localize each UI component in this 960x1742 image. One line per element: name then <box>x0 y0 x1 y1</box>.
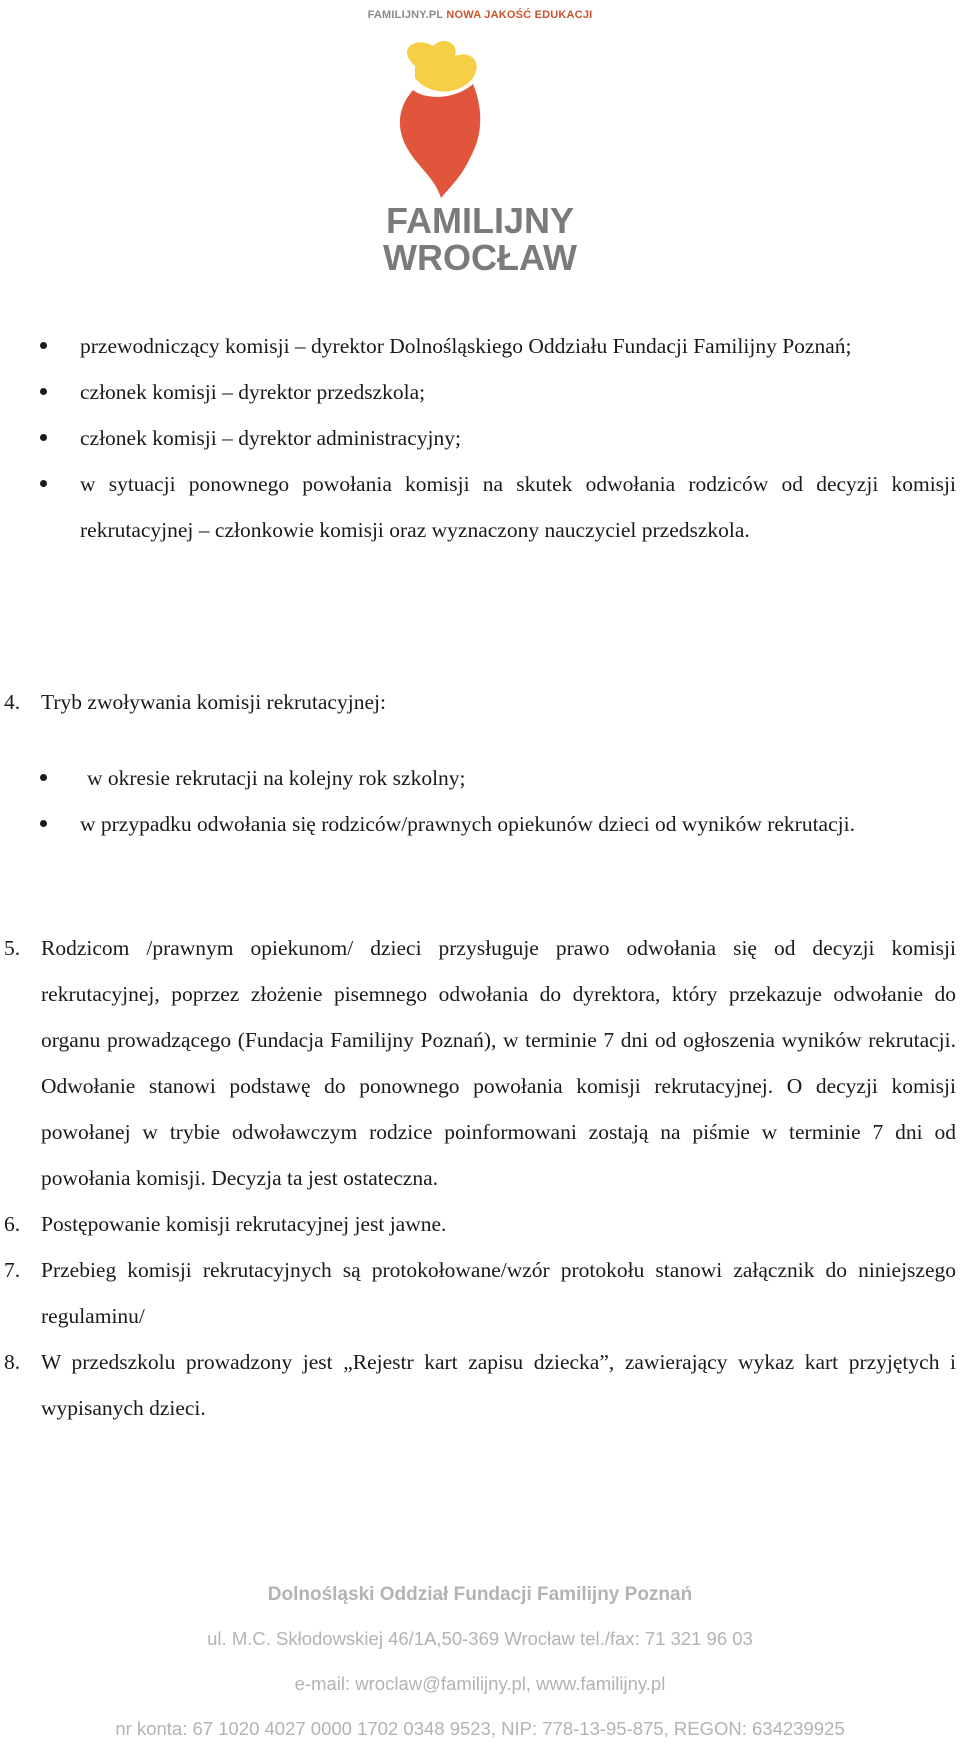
footer-org: Dolnośląski Oddział Fundacji Familijny Poznań <box>267 1584 693 1605</box>
footer-address: ul. M.C. Skłodowskiej 46/1A,50-369 Wrocław tel./fax: 71 321 96 03 <box>207 1628 753 1649</box>
item-number: 4. <box>4 690 21 714</box>
numbered-item-5 <box>0 925 956 1201</box>
item-number: 5. <box>4 936 21 960</box>
item-text: Rodzicom /prawnym opiekunom/ dzieci przysługuje prawo odwołania się od decyzji komisji rekrutacyjnej, poprzez złożenie pisemnego odwołania do dyrektora, który przekazuje odwołanie do organu prowadzącego (Fundacja Familijny Poznań), w terminie 7 dni od ogłoszenia wyników rekrutacji. Odwołanie stanowi podstawę do ponownego powołania komisji rekrutacyjnej. O decyzji komisji powołanej w trybie odwoławczym rodzice poinformowani zostają na piśmie w terminie 7 dni od powołania komisji. Decyzja ta jest ostateczna. <box>41 936 956 1190</box>
tagline-accent: NOWA JAKOŚĆ EDUKACJI <box>446 9 593 21</box>
footer-contact: e-mail: wroclaw@familijny.pl, www.familijny.pl <box>294 1673 666 1694</box>
list-item: w przypadku odwołania się rodziców/prawnych opiekunów dzieci od wyników rekrutacji. <box>0 801 956 847</box>
bullet-list-members <box>0 323 956 553</box>
tagline-site: FAMILIJNY.PL <box>367 9 444 21</box>
logo-line2: WROCŁAW <box>383 237 577 278</box>
footer-account: nr konta: 67 1020 4027 0000 1702 0348 9523, NIP: 778-13-95-875, REGON: 634239925 <box>115 1718 845 1739</box>
numbered-item-7 <box>0 1247 956 1339</box>
logo-line1: FAMILIJNY <box>385 200 575 241</box>
logo-flame-shape <box>407 41 477 91</box>
numbered-list <box>0 925 956 1431</box>
item-text: Przebieg komisji rekrutacyjnych są protokołowane/wzór protokołu stanowi załącznik do niniejszego regulaminu/ <box>41 1258 956 1328</box>
item-number: 8. <box>4 1350 21 1374</box>
numbered-item-4 <box>0 679 956 725</box>
item-text: Postępowanie komisji rekrutacyjnej jest jawne. <box>41 1212 447 1236</box>
numbered-item-8 <box>0 1339 956 1431</box>
item-number: 6. <box>4 1212 21 1236</box>
item-number: 7. <box>4 1258 21 1282</box>
list-item: w okresie rekrutacji na kolejny rok szkolny; <box>0 755 956 801</box>
header-tagline <box>0 9 960 21</box>
bullet-list-convening <box>0 755 956 847</box>
item-text: Tryb zwoływania komisji rekrutacyjnej: <box>41 690 386 714</box>
list-item: przewodniczący komisji – dyrektor Dolnośląskiego Oddziału Fundacji Familijny Poznań; <box>0 323 956 369</box>
familijny-wroclaw-logo <box>355 38 605 308</box>
logo-heart-shape <box>400 84 480 198</box>
item-text: W przedszkolu prowadzony jest „Rejestr kart zapisu dziecka”, zawierający wykaz kart przyjętych i wypisanych dzieci. <box>41 1350 956 1420</box>
list-item: w sytuacji ponownego powołania komisji na skutek odwołania rodziców od decyzji komisji rekrutacyjnej – członkowie komisji oraz wyznaczony nauczyciel przedszkola. <box>0 461 956 553</box>
list-item: członek komisji – dyrektor przedszkola; <box>0 369 956 415</box>
numbered-item-6 <box>0 1201 956 1247</box>
list-item: członek komisji – dyrektor administracyjny; <box>0 415 956 461</box>
